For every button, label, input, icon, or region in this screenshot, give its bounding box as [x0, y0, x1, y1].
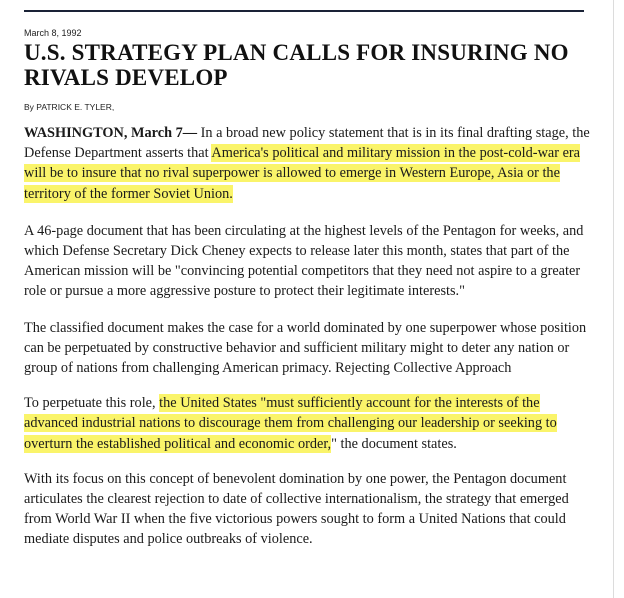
paragraph-4-text-before: To perpetuate this role,	[24, 395, 160, 412]
highlight-1: America's political and military mission in the post-cold-war era will be to insure that no rival superpower is allowed to emerge in Western Europe, Asia or the territory of the former Soviet Union.	[24, 145, 581, 202]
highlight-2: the United States "must sufficiently account for the interests of the advanced industrial nations to discourage them from challenging our leadership or seeking to overturn the established political and economic order,	[24, 395, 557, 452]
paragraph-4-text-after: " the document states.	[331, 435, 457, 452]
article-content	[24, 28, 590, 550]
paragraph-1-text: In a broad new policy statement that is in its final drafting stage, the Defense Department asserts that	[24, 125, 590, 162]
paragraph-2: A 46-page document that has been circulating at the highest levels of the Pentagon for weeks, and which Defense Secretary Dick Cheney expects to release later this month, states that part of the American mission will be "convincing potential competitors that they need not aspire to a greater role or pursue a more aggressive posture to protect their legitimate interests."	[24, 222, 584, 300]
paragraph-5: With its focus on this concept of benevolent domination by one power, the Pentagon document articulates the clearest rejection to date of collective internationalism, the strategy that emerged from World War II when the five victorious powers sought to form a United Nations that could mediate disputes and police outbreaks of violence.	[24, 470, 569, 548]
paragraph-3: The classified document makes the case for a world dominated by one superpower whose position can be perpetuated by constructive behavior and sufficient military might to deter any nation or group of nations from challenging American primacy. Rejecting Collective Approach	[24, 319, 587, 377]
dateline: WASHINGTON, March 7—	[24, 125, 198, 141]
article-headline: U.S. STRATEGY PLAN CALLS FOR INSURING NO RIVALS DEVELOP	[24, 40, 569, 90]
paragraph-1	[24, 123, 590, 204]
article-byline: By PATRICK E. TYLER,	[24, 102, 115, 112]
top-rule	[24, 10, 584, 12]
right-border	[613, 0, 614, 598]
paragraph-4	[24, 393, 590, 454]
article-date: March 8, 1992	[24, 28, 82, 38]
